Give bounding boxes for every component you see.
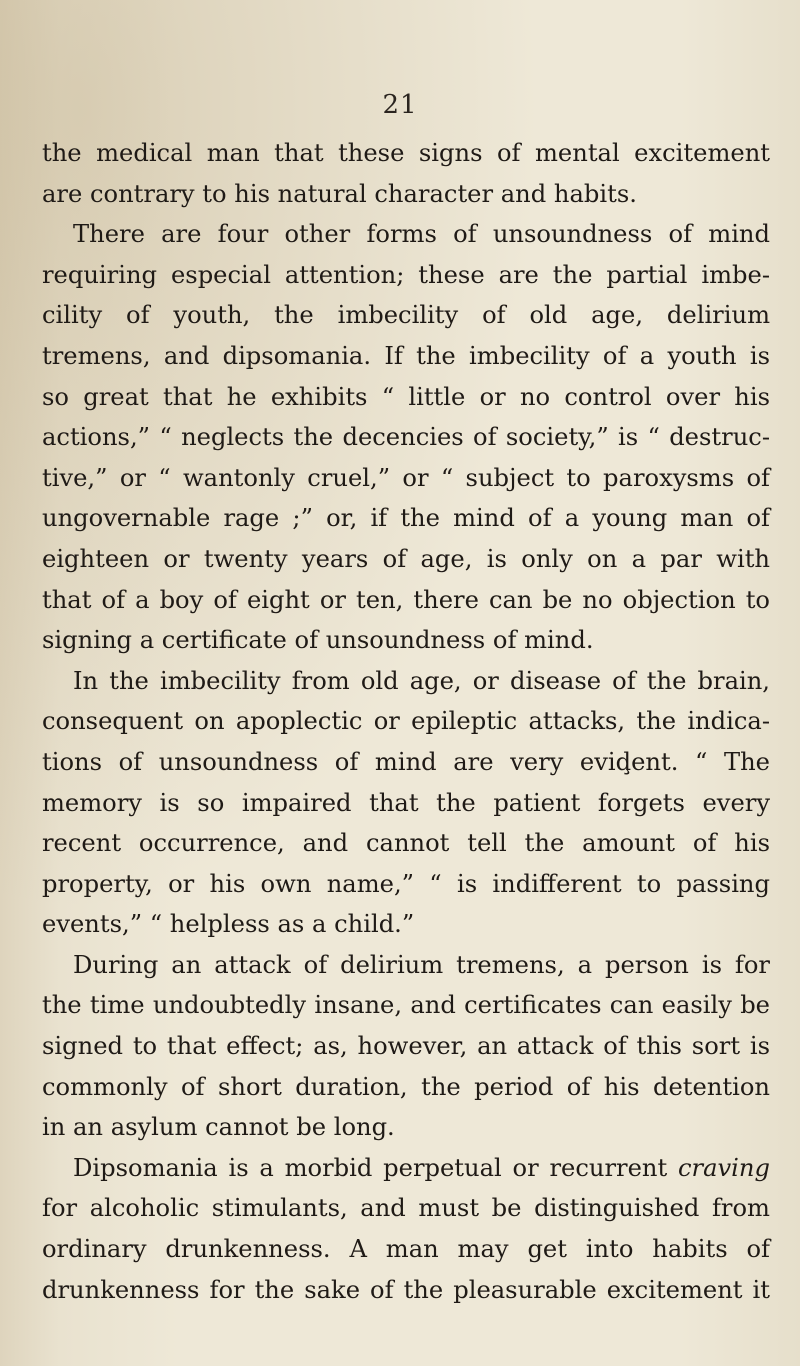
text-line: the medical man that these signs of mental excitement [42,139,770,167]
text-line: commonly of short duration, the period of his detention [42,1072,770,1101]
text-line: requiring especial attention; these are the partial imbe- [42,260,770,289]
text-line: memory is so impaired that the patient forgets every [42,788,770,817]
text-line: are contrary to his natural character and habits. [42,179,637,208]
paragraph-start-line [42,1148,770,1189]
text-line: in an asylum cannot be long. [42,1113,395,1142]
text-line: recent occurrence, and cannot tell the amount of his [42,829,770,858]
paragraph-start-line: There are four other forms of unsoundness of mind [73,220,770,249]
text-line: ordinary drunkenness. A man may get into habits of [42,1235,770,1264]
text-line: so great that he exhibits “ little or no control over his [42,382,770,411]
text-line: cility of youth, the imbecility of old age, delirium [42,301,770,330]
paragraph-start-line: In the imbecility from old age, or disease of the brain, [73,666,770,695]
text-line: consequent on apoplectic or epileptic attacks, the indica- [42,707,770,736]
text-line: property, or his own name,” “ is indifferent to passing [42,869,770,898]
text-line: tions of unsoundness of mind are very eviḑent. “ The [42,747,770,776]
body-text [42,133,770,1310]
text-segment: Dipsomania is a morbid perpetual or recurrent [73,1153,668,1182]
italic-word: craving [677,1153,770,1182]
text-line: events,” “ helpless as a child.” [42,910,415,939]
text-line: signing a certificate of unsoundness of mind. [42,626,594,655]
page-number: 21 [382,90,418,120]
text-line: signed to that effect; as, however, an attack of this sort is [42,1032,770,1061]
text-line: the time undoubtedly insane, and certificates can easily be [42,991,770,1020]
text-line: that of a boy of eight or ten, there can be no objection to [42,585,770,614]
text-line: tive,” or “ wantonly cruel,” or “ subject to paroxysms of [42,463,770,492]
text-line: drunkenness for the sake of the pleasurable excitement it [42,1275,770,1304]
text-line: eighteen or twenty years of age, is only on a par with [42,544,770,573]
text-line: ungovernable rage ;” or, if the mind of a young man of [42,504,770,533]
text-line: for alcoholic stimulants, and must be distinguished from [42,1194,770,1223]
text-line: actions,” “ neglects the decencies of society,” is “ destruc- [42,423,770,452]
text-line: tremens, and dipsomania. If the imbecility of a youth is [42,341,770,370]
paragraph-start-line: During an attack of delirium tremens, a person is for [73,950,770,979]
